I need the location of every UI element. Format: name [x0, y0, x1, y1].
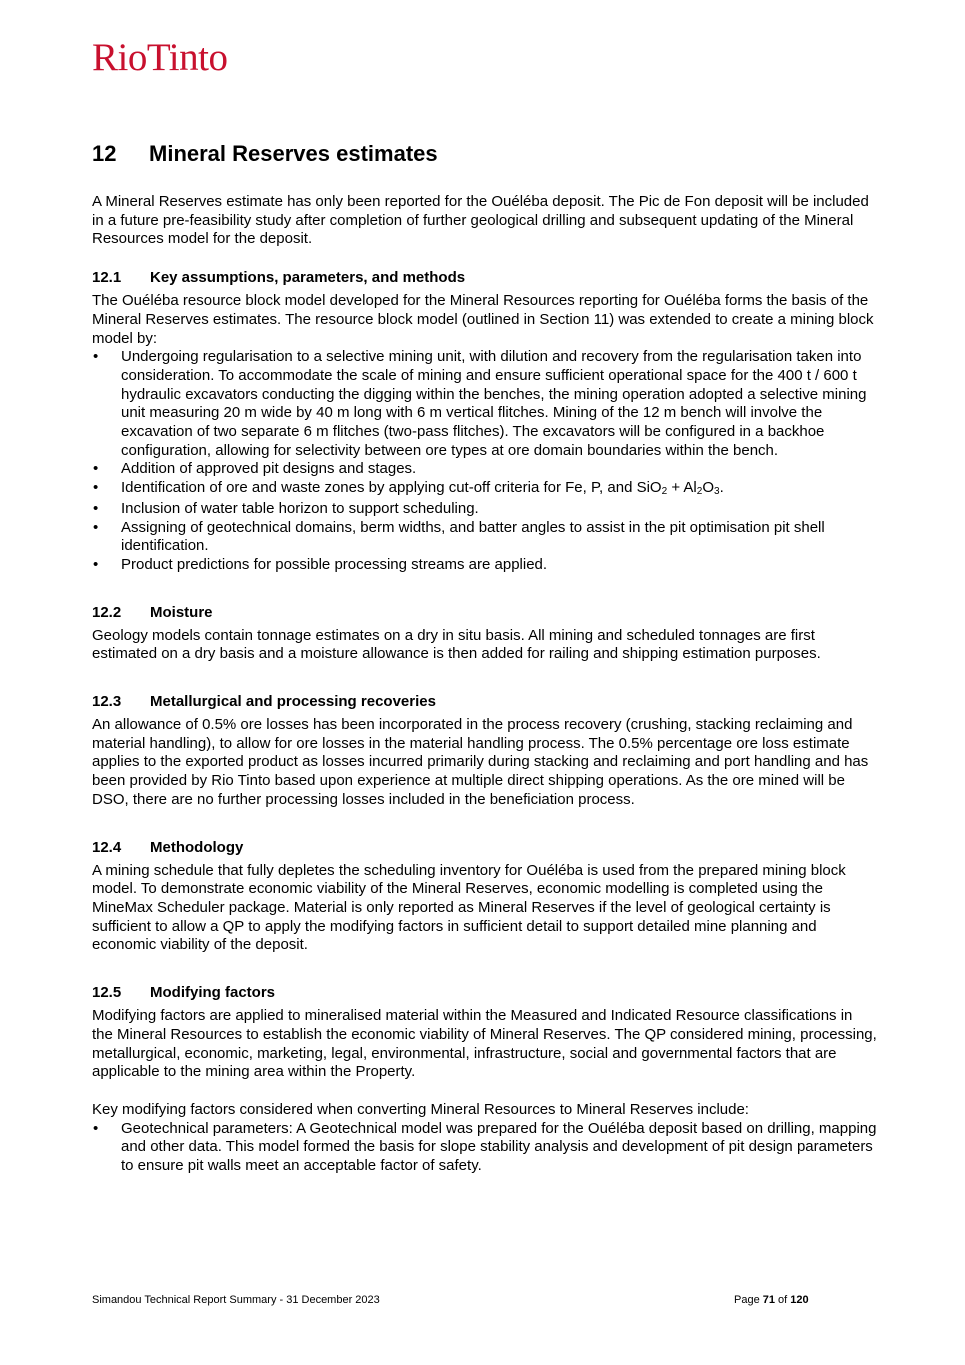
list-item: • Assigning of geotechnical domains, berm widths, and batter angles to assist in the pit optimisation pit shell identification. [92, 519, 877, 556]
section-12-5-paragraph-2: Key modifying factors considered when converting Mineral Resources to Mineral Reserves include: [92, 1100, 749, 1118]
footer-page-number: Page 71 of 120 [734, 1294, 809, 1306]
section-12-4-heading [92, 838, 877, 857]
chapter-number: 12 [92, 141, 117, 166]
section-12-1-heading [92, 268, 877, 287]
section-12-2-heading [92, 603, 877, 622]
rio-tinto-logo: RioTinto [92, 36, 228, 79]
section-12-1-paragraph: The Ouéléba resource block model developed for the Mineral Resources reporting for Ouéléba forms the basis of the Mineral Reserves estimates. The resource block model (outlined in Section 11) was extended to create a mining block model by: [92, 292, 874, 347]
section-12-4-paragraph: A mining schedule that fully depletes the scheduling inventory for Ouéléba is used from the prepared mining block model. To demonstrate economic viability of the Mineral Reserves, economic modelling is completed using the MineMax Scheduler package. Material is only reported as Mineral Reserves if the level of geological certainty is sufficient to allow a QP to apply the modifying factors in sufficient detail to support detailed mine planning and economic viability of the deposit. [92, 861, 846, 954]
intro-paragraph: A Mineral Reserves estimate has only been reported for the Ouéléba deposit. The Pic de Fon deposit will be included in a future pre-feasibility study after completion of further geological drilling and subsequent updating of the Mineral Resources model for the deposit. [92, 193, 869, 248]
section-title: Methodology [150, 838, 244, 856]
section-number: 12.1 [92, 269, 122, 287]
list-item: • Product predictions for possible processing streams are applied. [92, 556, 877, 575]
section-number: 12.4 [92, 838, 122, 856]
footer-report-title: Simandou Technical Report Summary - 31 December 2023 [92, 1294, 380, 1306]
chapter-heading [92, 140, 877, 168]
list-item: • Undergoing regularisation to a selective mining unit, with dilution and recovery from the regularisation taken into consideration. To accommodate the scale of mining and ensure sufficient operational space for the 400 t / 600 t hydraulic excavators conducting the digging within the benches, the mining operation adopted a selective mining unit measuring 20 m wide by 40 m long with 6 m vertical flitches. Mining of the 12 m bench will involve the excavation of two separate 6 m flitches (two-pass flitches). The excavators will be configured in a backhoe configuration, allowing for selectivity between ore types at ore domain boundaries within the bench. [92, 348, 877, 460]
section-12-3-heading [92, 692, 877, 711]
section-title: Metallurgical and processing recoveries [150, 693, 436, 711]
list-item: • Geotechnical parameters: A Geotechnical model was prepared for the Ouéléba deposit based on drilling, mapping and other data. This model formed the basis for slope stability analysis and development of pit design parameters to ensure pit walls meet an acceptable factor of safety. [92, 1120, 877, 1176]
document-body [92, 140, 877, 1176]
section-number: 12.3 [92, 693, 122, 711]
section-number: 12.2 [92, 603, 122, 621]
section-12-3-paragraph: An allowance of 0.5% ore losses has been incorporated in the process recovery (crushing, stacking reclaiming and material handling), to allow for ore losses in the material handling process. The 0.5% percentage ore loss estimate applies to the exported product as losses incurred primarily during stacking and reclaiming and port handling and has been provided by Rio Tinto based upon experience at multiple direct shipping operations. As the ore mined will be DSO, there are no further processing losses included in the beneficiation process. [92, 716, 869, 808]
list-item: • Addition of approved pit designs and stages. [92, 460, 877, 479]
section-12-5-paragraph-1: Modifying factors are applied to mineralised material within the Measured and Indicated Resource classifications in the Mineral Resources to establish the economic viability of Mineral Reserves. The QP considered mining, processing, metallurgical, economic, marketing, legal, environmental, infrastructure, social and governmental factors that are applicable to the mining area within the Property. [92, 1007, 877, 1081]
section-title: Moisture [150, 603, 213, 621]
section-title: Modifying factors [150, 984, 276, 1002]
section-12-1-list [92, 348, 877, 574]
section-12-5-heading [92, 983, 877, 1002]
list-item: • Identification of ore and waste zones by applying cut-off criteria for Fe, P, and $SiO_2 + Al_2O_3$. [92, 479, 877, 500]
list-item: • Inclusion of water table horizon to support scheduling. [92, 500, 877, 519]
section-title: Key assumptions, parameters, and methods [150, 269, 466, 287]
section-12-2-paragraph: Geology models contain tonnage estimates on a dry in situ basis. All mining and scheduled tonnages are first estimated on a dry basis and a moisture allowance is then added for railing and shipping estimation purposes. [92, 626, 821, 663]
section-number: 12.5 [92, 984, 122, 1002]
chapter-title: Mineral Reserves estimates [149, 141, 438, 166]
section-12-5-list [92, 1120, 877, 1176]
